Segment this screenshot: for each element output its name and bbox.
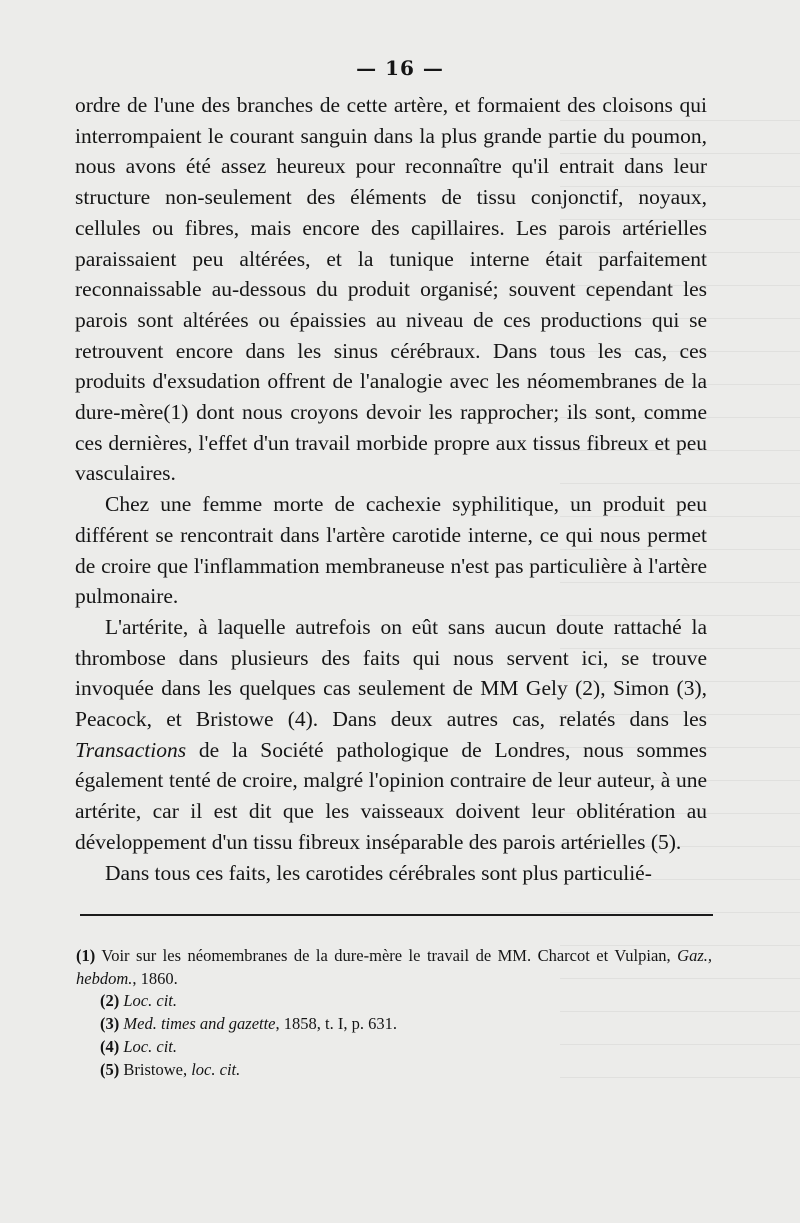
footnote-italic-text: Loc. cit. [123,991,177,1011]
footnote-1 [76,945,712,990]
footnote-number: (1) [76,946,96,965]
footnote-text: Voir sur les néomembranes de la dure-mère le travail de MM. Charcot et Vulpian, [95,946,678,965]
footnote-3 [100,1013,712,1036]
footnote-text: , 1860. [132,968,178,988]
body-text [75,90,707,888]
paragraph-1 [75,90,707,489]
footnote-number: (2) [100,991,120,1011]
paragraph-2: Chez une femme morte de cachexie syphilitique, un produit peu différent se rencontrait dans l'artère carotide interne, ce qui nous permet de croire que l'inflammation membraneuse n'est pas particulière à l'artère pulmonaire. [75,492,707,609]
paragraph-4: Dans tous ces faits, les carotides cérébrales sont plus particulié- [105,860,652,885]
paragraph-1-text-a: ordre de l'une des branches de cette artère, et formaient des cloisons qui interrompaient le courant sanguin dans la plus grande partie du poumon, nous avons été assez heureux pour reconnaître qu'il entrait dans leur structure non-seulement des éléments de tissu conjonctif, noyaux, cellules ou fibres, mais encore des capillaires. Les parois artérielles paraissaient peu altérées, et la tunique interne était parfaitement reconnaissable au-dessous du produit organisé; souvent cependant les parois sont altérées ou épaissies au niveau de ces productions qui se retrouvent encore dans les sinus cérébraux. Dans tous les cas, ces produits d'exsudation offrent de l'analogie avec les néomembranes de la dure-mère [75,93,707,425]
footnote-ref-2: (2) [575,676,601,701]
footnote-5 [100,1059,712,1082]
page-number: — 16 — [356,56,444,80]
paragraph-3-text-e: de la Société pathologique de Londres, nous sommes également tenté de croire, malgré l'opinion contraire de leur auteur, à une artérite, car il est dit que les vaisseaux doivent leur oblitération au développement d'un tissu fibreux inséparable des parois artérielles [75,737,707,854]
footnote-number: (3) [100,1014,120,1034]
paragraph-3-text-a: L'artérite, à laquelle autrefois on eût sans aucun doute rattaché la thrombose dans plusieurs des faits qui nous servent ici, se trouve invoquée dans les quelques cas seulement de MM Gely [75,614,707,701]
footnotes [76,945,712,1081]
footnote-italic-text: Med. times and gazette [123,1014,276,1034]
paragraph-3-text-c: , Peacock, et Bristowe [75,676,707,732]
footnote-ref-3: (3) [676,676,702,701]
transactions-title: Transactions [75,737,187,762]
paragraph-3-text-d: . Dans deux autres cas, relatés dans les [312,707,707,732]
footnote-number: (4) [100,1036,120,1056]
footnote-italic-text: Gaz., hebdom. [76,946,712,988]
footnote-text: , 1858, t. I, p. 631. [275,1014,397,1034]
footnote-italic-text: loc. cit. [191,1059,241,1079]
footnote-4 [100,1036,712,1059]
footnote-2 [100,990,712,1013]
footnote-divider [80,914,713,916]
footnote-number: (5) [100,1059,120,1079]
paragraph-3 [75,612,707,858]
paragraph-3-text-b: , Simon [600,676,677,701]
footnote-text: Bristowe, [119,1059,192,1079]
footnote-ref-4: (4) [287,707,313,732]
footnote-ref-5: (5) [650,829,676,854]
footnote-italic-text: Loc. cit. [123,1036,177,1056]
paragraph-3-text-f: . [675,829,682,854]
paragraph-1-text-b: dont nous croyons devoir les rapprocher; ils sont, comme ces dernières, l'effet d'un travail morbide propre aux tissus fibreux et peu vasculaires. [75,400,707,486]
footnote-ref-1: (1) [163,400,189,425]
